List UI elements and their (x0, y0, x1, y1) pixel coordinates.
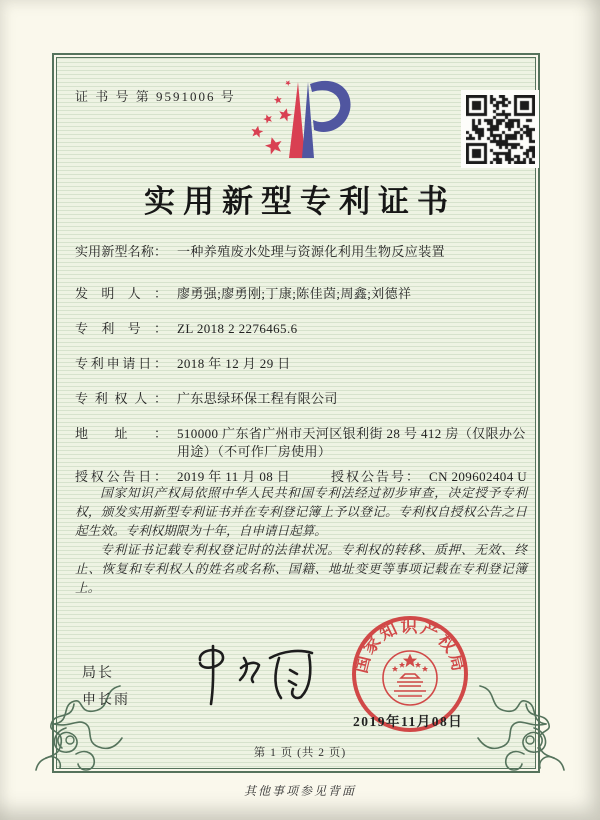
field-value: 一种养殖废水处理与资源化利用生物反应装置 (177, 244, 446, 259)
field-value: 廖勇强;廖勇刚;丁康;陈佳茵;周鑫;刘德祥 (177, 286, 412, 301)
field-label: 专利申请日： (75, 356, 167, 371)
director-signature-icon (186, 636, 322, 710)
field-row-inventors (75, 285, 529, 303)
page-number: 第 1 页 (共 2 页) (253, 747, 347, 759)
legal-paragraph: 专利证书记载专利权登记时的法律状况。专利权的转移、质押、无效、终止、恢复和专利权人的姓名或名称、国籍、地址变更等事项记载在专利登记簿上。 (75, 543, 527, 595)
certificate-title: 实用新型专利证书 (144, 184, 456, 219)
field-label: 专利权人： (75, 391, 167, 406)
certificate-fields (75, 243, 529, 486)
field-value: CN 209602404 U (429, 469, 528, 484)
field-label: 实用新型名称： (75, 244, 167, 259)
seal-text: 国家知识产权局 (351, 616, 469, 675)
field-row-patentee (75, 390, 529, 408)
legal-text (75, 484, 527, 598)
field-label: 地址： (75, 426, 167, 441)
field-value: 2018 年 12 月 29 日 (177, 356, 291, 371)
field-value: 2019 年 11 月 08 日 (177, 469, 291, 484)
cnipa-logo-icon (230, 70, 370, 172)
field-label: 授权公告号： (331, 469, 419, 484)
director-title: 局长 (82, 666, 114, 681)
director-name: 申长雨 (82, 693, 130, 708)
corner-flourish-icon (472, 682, 568, 778)
field-label: 发明人： (75, 286, 167, 301)
certificate-number: 证 书 号 第 9591006 号 (75, 89, 236, 104)
field-row-patent-number (75, 320, 529, 338)
field-label: 专利号： (75, 321, 167, 336)
back-side-note: 其他事项参见背面 (243, 784, 356, 798)
legal-paragraph: 国家知识产权局依照中华人民共和国专利法经过初步审查，决定授予专利权，颁发实用新型专利证书并在专利登记簿上予以登记。专利权自授权公告之日起生效。专利权期限为十年，自申请日起算。 (75, 486, 527, 538)
field-value: 广东思绿环保工程有限公司 (177, 391, 338, 406)
field-row-filing-date (75, 355, 529, 373)
field-row-address (75, 425, 529, 461)
field-value: 510000 广东省广州市天河区银利街 28 号 412 房（仅限办公用途）（不可作厂房使用） (177, 426, 526, 459)
field-row-name (75, 243, 529, 261)
director-block (82, 660, 130, 714)
field-value: ZL 2018 2 2276465.6 (177, 321, 298, 336)
field-label: 授权公告日： (75, 469, 167, 484)
national-emblem (383, 651, 437, 705)
svg-text:国家知识产权局 (351, 617, 468, 675)
qr-code (461, 90, 539, 168)
seal-date: 2019年11月08日 (353, 714, 464, 729)
